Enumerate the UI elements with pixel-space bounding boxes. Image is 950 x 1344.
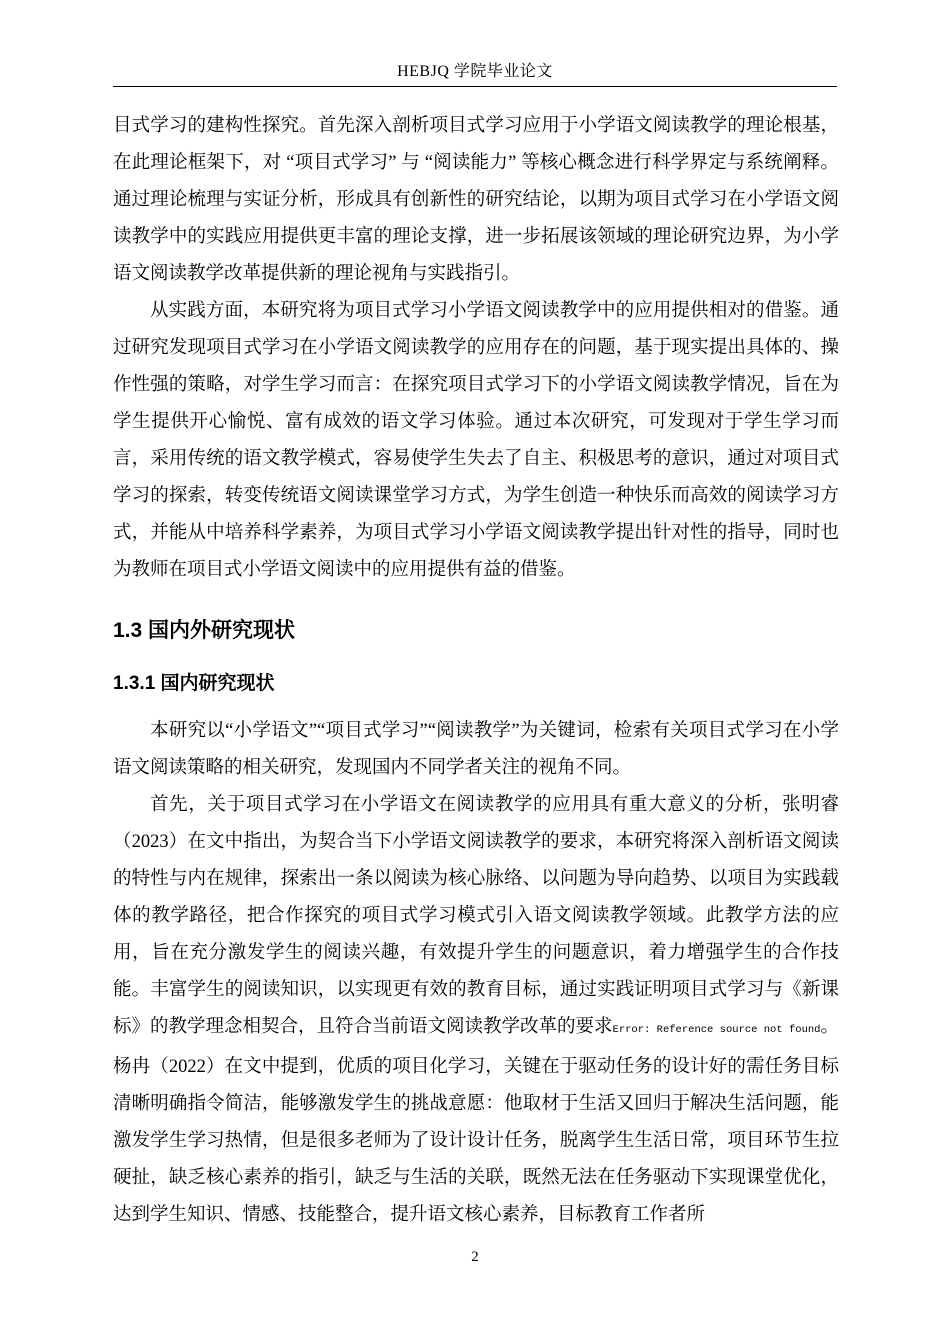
paragraph-3: 本研究以“小学语文”“项目式学习”“阅读教学”为关键词，检索有关项目式学习在小学语文阅读策略的相关研究，发现国内不同学者关注的视角不同。: [113, 721, 839, 778]
subheading-1-3-1: 1.3.1 国内研究现状: [113, 673, 275, 694]
error-reference-note: Error: Reference source not found: [612, 1024, 821, 1036]
paragraph-4-part-2: 。杨冉（2022）在文中提到，优质的项目化学习，关键在于驱动任务的设计好的需任务目标清晰明确指令简洁，能够激发学生的挑战意愿：他取材于生活又回归于解决生活问题，能激发学生学习热情，但是很多老师为了设计设计任务，脱离学生生活日常，项目环节生拉硬扯，缺乏核心素养的指引，缺乏与生活的关联，既然无法在任务驱动下实现课堂优化，达到学生知识、情感、技能整合，提升语文核心素养，目标教育工作者所: [113, 1017, 839, 1225]
paragraph-2: 从实践方面，本研究将为项目式学习小学语文阅读教学中的应用提供相对的借鉴。通过研究发现项目式学习在小学语文阅读教学的应用存在的问题，基于现实提出具体的、操作性强的策略，对学生学习而言：在探究项目式学习下的小学语文阅读教学情况，旨在为学生提供开心愉悦、富有成效的语文学习体验。通过本次研究，可发现对于学生学习而言，采用传统的语文教学模式，容易使学生失去了自主、积极思考的意识，通过对项目式学习的探索，转变传统语文阅读课堂学习方式，为学生创造一种快乐而高效的阅读学习方式，并能从中培养科学素养，为项目式学习小学语文阅读教学提出针对性的指导，同时也为教师在项目式小学语文阅读中的应用提供有益的借鉴。: [113, 301, 839, 580]
document-body: [113, 108, 839, 1234]
page-number: 2: [471, 1249, 479, 1265]
paragraph-1: 目式学习的建构性探究。首先深入剖析项目式学习应用于小学语文阅读教学的理论根基，在此理论框架下，对 “项目式学习” 与 “阅读能力” 等核心概念进行科学界定与系统阐释。通过理论梳理与实证分析，形成具有创新性的研究结论，以期为项目式学习在小学语文阅读教学中的实践应用提供更丰富的理论支撑，进一步拓展该领域的理论研究边界，为小学语文阅读教学改革提供新的理论视角与实践指引。: [113, 116, 839, 284]
header-divider: [113, 86, 837, 87]
paragraph-4: [113, 787, 839, 1234]
heading-1-3: 1.3 国内外研究现状: [113, 619, 296, 642]
paragraph-4-part-1: 首先，关于项目式学习在小学语文在阅读教学的应用具有重大意义的分析，张明睿（2023）在文中指出，为契合当下小学语文阅读教学的要求，本研究将深入剖析语文阅读的特性与内在规律，探索出一条以阅读为核心脉络、以问题为导向趋势、以项目为实践载体的教学路径，把合作探究的项目式学习模式引入语文阅读教学领域。此教学方法的应用，旨在充分激发学生的阅读兴趣，有效提升学生的问题意识，着力增强学生的合作技能。丰富学生的阅读知识，以实现更有效的教育目标，通过实践证明项目式学习与《新课标》的教学理念相契合，且符合当前语文阅读教学改革的要求: [113, 795, 839, 1037]
page-header: HEBJQ 学院毕业论文: [397, 63, 553, 80]
